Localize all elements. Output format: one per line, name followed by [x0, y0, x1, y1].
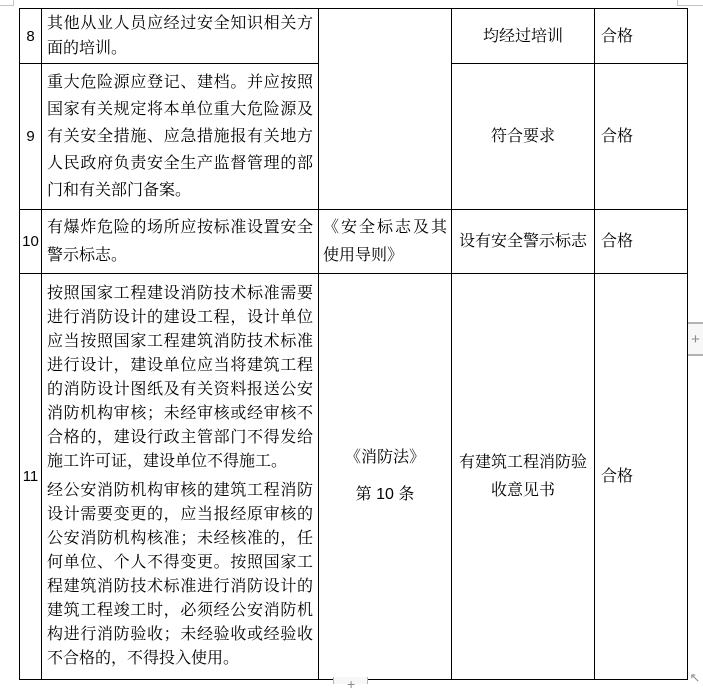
insert-column-button[interactable]: [688, 322, 703, 356]
result-cell[interactable]: 合格: [595, 210, 688, 274]
evidence-cell[interactable]: 均经过培训: [452, 9, 595, 64]
corner-guide-left-horizontal: [0, 5, 14, 6]
requirement-cell[interactable]: 重大危险源应登记、建档。并应按照国家有关规定将本单位重大危险源及有关安全措施、应急措施报有关地方人民政府负责安全生产监督管理的部门和有关部门备案。: [42, 64, 319, 210]
evidence-cell[interactable]: 设有安全警示标志: [452, 210, 595, 274]
insert-row-button[interactable]: [333, 676, 368, 692]
result-cell[interactable]: 合格: [595, 274, 688, 680]
standard-cell[interactable]: 《安全标志及其使用导则》: [319, 210, 452, 274]
standard-title: 《消防法》: [344, 449, 425, 466]
table-row: [20, 9, 688, 64]
standard-cell[interactable]: [319, 274, 452, 680]
row-number-cell[interactable]: 10: [20, 210, 42, 274]
inspection-table: [19, 8, 688, 680]
result-cell[interactable]: 合格: [595, 9, 688, 64]
row-number-cell[interactable]: 8: [20, 9, 42, 64]
table-row: [20, 274, 688, 680]
evidence-cell[interactable]: 有建筑工程消防验收意见书: [452, 274, 595, 680]
corner-guide-right-horizontal: [677, 5, 703, 6]
plus-icon: +: [347, 676, 356, 692]
table-row: [20, 210, 688, 274]
result-cell[interactable]: 合格: [595, 64, 688, 210]
requirement-cell[interactable]: 其他从业人员应经过安全知识相关方面的培训。: [42, 9, 319, 64]
corner-guide-right-vertical: [677, 0, 678, 6]
corner-guide-left-vertical: [13, 0, 14, 6]
evidence-cell[interactable]: 符合要求: [452, 64, 595, 210]
requirement-paragraph: 按照国家工程建设消防技术标准需要进行消防设计的建设工程，设计单位应当按照国家工程建筑消防技术标准进行设计，建设单位应当将建筑工程的消防设计图纸及有关资料报送公安消防机构审核；未经审核或经审核不合格的，建设行政主管部门不得发给施工许可证，建设单位不得施工。: [47, 285, 313, 470]
requirement-cell[interactable]: [42, 274, 319, 680]
table-resize-handle-icon[interactable]: ↖: [689, 670, 701, 685]
row-number-cell[interactable]: 9: [20, 64, 42, 210]
standard-article: 第 10 条: [355, 486, 415, 503]
row-number-cell[interactable]: 11: [20, 274, 42, 680]
requirement-cell[interactable]: 有爆炸危险的场所应按标准设置安全警示标志。: [42, 210, 319, 274]
requirement-paragraph: 经公安消防机构审核的建筑工程消防设计需要变更的，应当报经原审核的公安消防机构核准；未经核准的，任何单位、个人不得变更。按照国家工程建筑消防技术标准进行消防设计的建筑工程竣工时，必须经公安消防机构进行消防验收；未经验收或经验收不合格的，不得投入使用。: [47, 482, 313, 667]
plus-icon: +: [691, 330, 700, 348]
standard-cell-merged[interactable]: [319, 9, 452, 210]
